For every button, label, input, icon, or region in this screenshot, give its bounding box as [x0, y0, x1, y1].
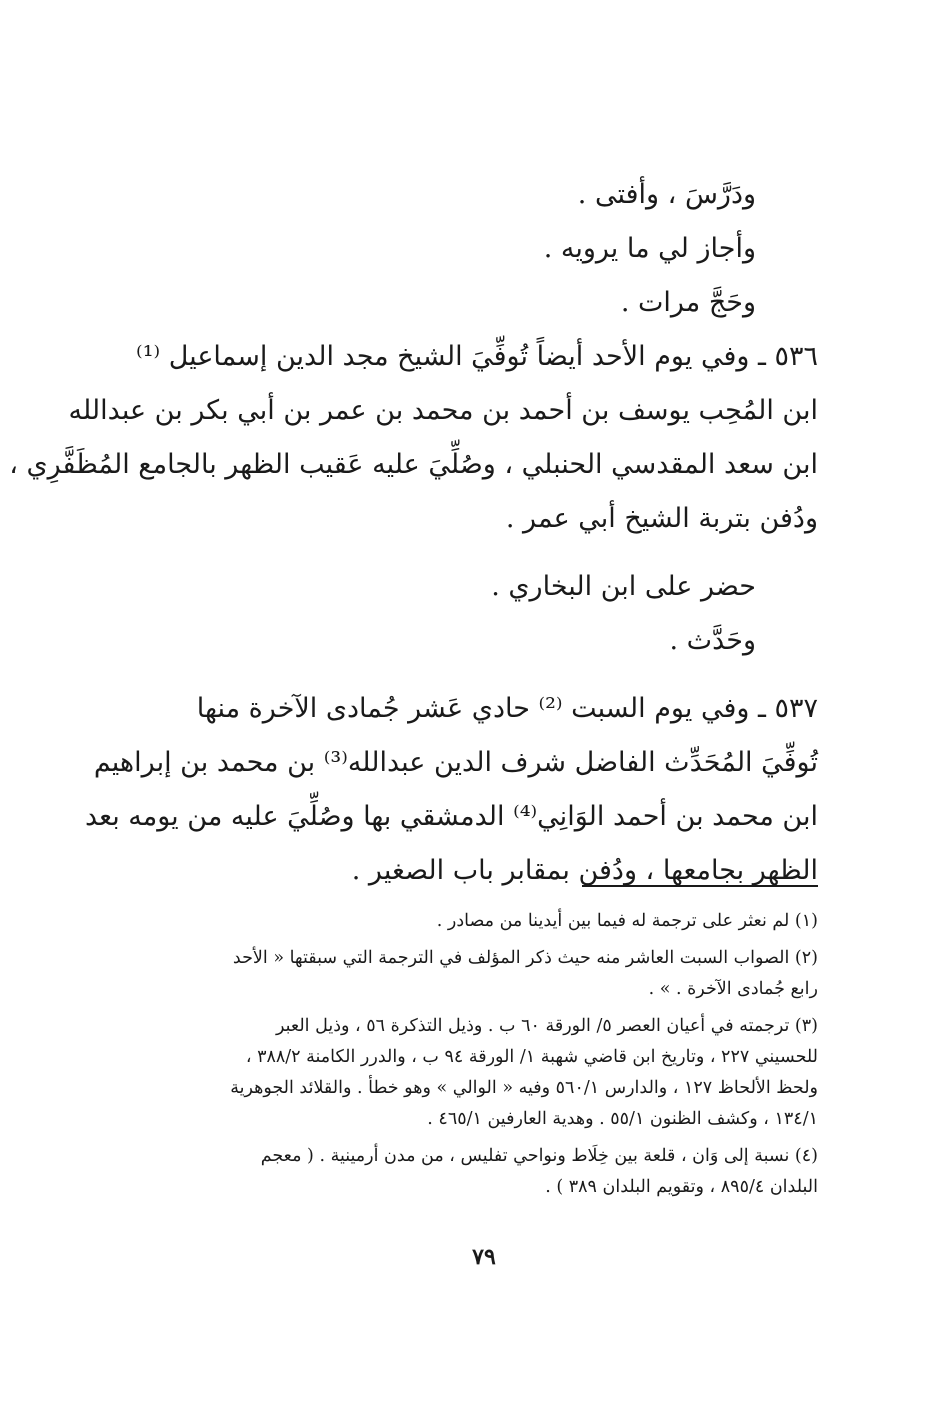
- text-line: وأجاز لي ما يرويه .: [543, 233, 756, 264]
- footnote-line: ١٣٤/١ ، وكشف الظنون ٥٥/١ . وهدية العارفين ٤٦٥/١ .: [427, 1109, 818, 1129]
- paragraph-gap: [150, 546, 818, 560]
- footnote-line: البلدان ٨٩٥/٤ ، وتقويم البلدان ٣٨٩ ) .: [545, 1177, 818, 1197]
- footnote-3: (٣) ترجمته في أعيان العصر ٥/ الورقة ٦٠ ب . وذيل التذكرة ٥٦ ، وذيل العبر: [275, 1016, 818, 1036]
- entry-537-line: ٥٣٧ ـ وفي يوم السبت ⁽²⁾ حادي عَشر جُمادى الآخرة منها: [196, 693, 818, 724]
- footnote-line: للحسيني ٢٢٧ ، وتاريخ ابن قاضي شهبة ١/ الورقة ٩٤ ب ، والدرر الكامنة ٣٨٨/٢ ،: [245, 1047, 818, 1067]
- text-line: حضر على ابن البخاري .: [491, 571, 756, 602]
- text-line: الظهر بجامعها ، ودُفن بمقابر باب الصغير .: [351, 855, 818, 886]
- footnote-2: (٢) الصواب السبت العاشر منه حيث ذكر المؤلف في الترجمة التي سبقتها « الأحد: [232, 948, 818, 968]
- main-text: [9, 168, 818, 898]
- footnotes: [150, 906, 818, 1203]
- footnote-line: ولحظ الألحاظ ١٢٧ ، والدارس ٥٦٠/١ وفيه « الوالي » وهو خطأ . والقلائد الجوهرية: [230, 1078, 818, 1098]
- entry-536-line: ٥٣٦ ـ وفي يوم الأحد أيضاً تُوفِّيَ الشيخ مجد الدين إسماعيل ⁽¹⁾: [136, 341, 818, 372]
- paragraph-gap: [150, 668, 818, 682]
- text-line: وحَجَّ مرات .: [620, 287, 756, 318]
- footnote-4: (٤) نسبة إلى وَان ، قلعة بين خِلَاط ونواحي تفليس ، من مدن أرمينية . ( معجم: [260, 1146, 818, 1166]
- text-line: تُوفِّيَ المُحَدِّث الفاضل شرف الدين عبدالله⁽³⁾ بن محمد بن إبراهيم: [93, 747, 818, 778]
- footnote-1: (١) لم نعثر على ترجمة له فيما بين أيدينا من مصادر .: [436, 911, 818, 931]
- text-line: ابن سعد المقدسي الحنبلي ، وصُلِّيَ عليه عَقيب الظهر بالجامع المُظَفَّرِي ،: [9, 449, 818, 480]
- page-number: ٧٩: [472, 1244, 496, 1270]
- book-page: [9, 168, 818, 1308]
- text-line: ابن محمد بن أحمد الوَانِي⁽⁴⁾ الدمشقي بها وصُلِّيَ عليه من يومه بعد: [85, 801, 818, 832]
- text-line: ودُفن بتربة الشيخ أبي عمر .: [505, 503, 818, 534]
- footnote-divider: [582, 885, 818, 887]
- footnote-line: رابع جُمادى الآخرة . » .: [648, 979, 818, 999]
- text-line: ودَرَّسَ ، وأفتى .: [577, 179, 756, 210]
- text-line: ابن المُحِب يوسف بن أحمد بن محمد بن عمر بن أبي بكر بن عبدالله: [68, 395, 818, 426]
- text-line: وحَدَّث .: [669, 625, 756, 656]
